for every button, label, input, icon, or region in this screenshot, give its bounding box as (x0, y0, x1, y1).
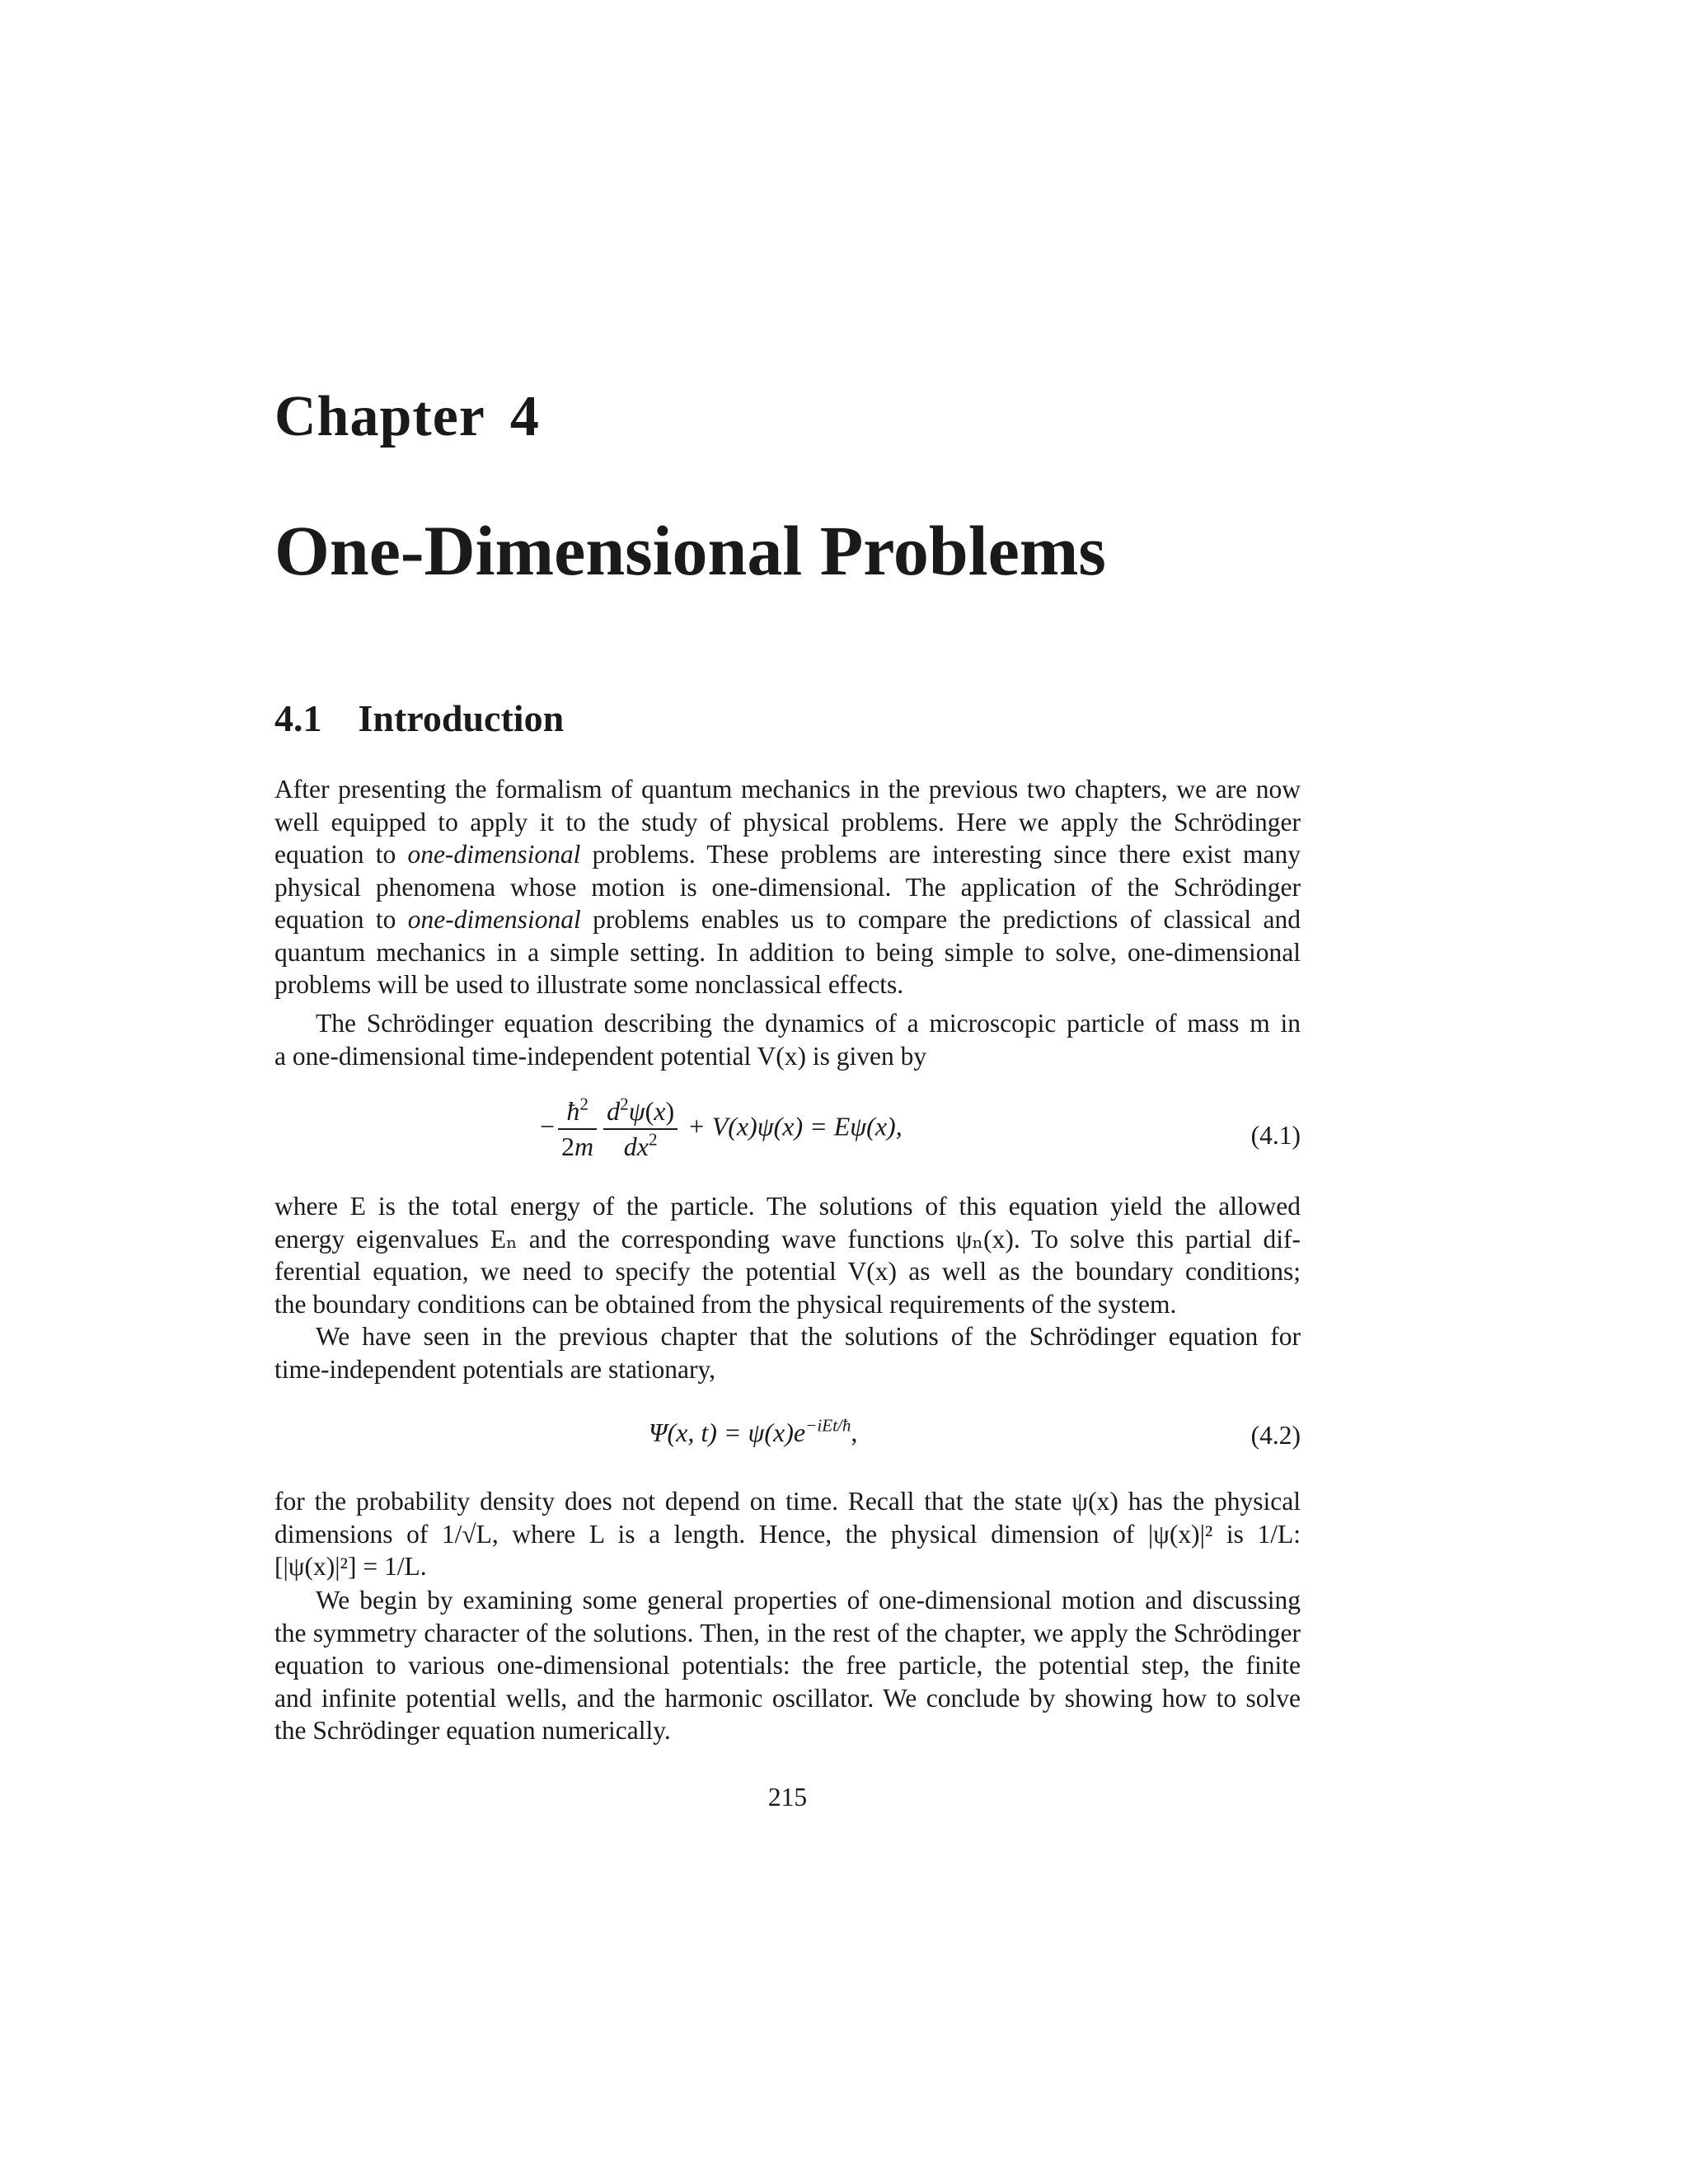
equation-body: − $\frac{ħ^2}{2m}$ $\frac{d^2\psi(x)}{dx^2}$ + V(x)ψ(x) = Eψ(x), (540, 1094, 903, 1161)
paragraph-schrodinger (274, 1007, 1301, 1072)
text-line: We begin by examining some general properties of one-dimensional motion and discussing (316, 1586, 1301, 1615)
paragraph-probability (274, 1485, 1301, 1583)
equation-rest: + V(x)ψ(x) = Eψ(x), (687, 1111, 903, 1141)
paragraph-overview (274, 1584, 1301, 1747)
text-line: for the probability density does not depend on time. Recall that the state ψ(x) has the physical (274, 1487, 1301, 1516)
text-line: dimensions of 1/√L, where L is a length. Hence, the physical dimension of |ψ(x)|² is 1/L: (274, 1519, 1301, 1549)
paragraph-energy (274, 1190, 1301, 1320)
equation-number: (4.1) (1250, 1121, 1301, 1150)
chapter-number: 4 (509, 385, 540, 448)
text-line: the symmetry character of the solutions. Then, in the rest of the chapter, we apply the Schrödinger (274, 1618, 1301, 1647)
text-line: equation to one-dimensional problems. These problems are interesting since there exist many (274, 840, 1301, 869)
equation-4-2 (274, 1415, 1301, 1459)
text-line: We have seen in the previous chapter that the solutions of the Schrödinger equation for (316, 1322, 1301, 1351)
text-line: equation to various one-dimensional potentials: the free particle, the potential step, the finite (274, 1651, 1301, 1680)
text-line: time-independent potentials are stationary, (274, 1354, 716, 1384)
text-line: a one-dimensional time-independent potential V(x) is given by (274, 1041, 927, 1071)
text-line: and infinite potential wells, and the harmonic oscillator. We conclude by showing how to solve (274, 1683, 1301, 1713)
equation-4-1 (274, 1096, 1301, 1179)
text-line: ferential equation, we need to specify the potential V(x) as well as the boundary conditions; (274, 1257, 1301, 1286)
text-line: the boundary conditions can be obtained from the physical requirements of the system. (274, 1289, 1177, 1319)
text-line: quantum mechanics in a simple setting. In addition to being simple to solve, one-dimensional (274, 937, 1301, 967)
text-line: problems will be used to illustrate some nonclassical effects. (274, 970, 904, 999)
text-line: well equipped to apply it to the study of physical problems. Here we apply the Schrödinger (274, 807, 1301, 837)
section-number: 4.1 (274, 697, 322, 739)
text-line: [|ψ(x)|²] = 1/L. (274, 1552, 427, 1581)
paragraph-stationary (274, 1320, 1301, 1385)
text-line: equation to one-dimensional problems enables us to compare the predictions of classical and (274, 905, 1301, 934)
text-line: After presenting the formalism of quantum mechanics in the previous two chapters, we are now (274, 775, 1301, 804)
text-line: the Schrödinger equation numerically. (274, 1716, 671, 1745)
section-heading (274, 696, 564, 740)
text-line: where E is the total energy of the particle. The solutions of this equation yield the allowed (274, 1192, 1301, 1221)
section-title: Introduction (358, 697, 565, 739)
chapter-word: Chapter (274, 385, 485, 448)
chapter-title: One-Dimensional Problems (274, 511, 1106, 590)
paragraph-intro (274, 773, 1301, 1001)
text-line: physical phenomena whose motion is one-dimensional. The application of the Schrödinger (274, 872, 1301, 902)
equation-body: Ψ(x, $t) = \psi(x)e^{-iEt/ħ}$, (649, 1415, 858, 1447)
page-number: 215 (767, 1783, 808, 1811)
text-line: energy eigenvalues Eₙ and the corresponding wave functions ψₙ(x). To solve this partial dif- (274, 1224, 1301, 1254)
text-line: The Schrödinger equation describing the dynamics of a microscopic particle of mass m in (316, 1009, 1301, 1038)
equation-number: (4.2) (1250, 1421, 1301, 1450)
chapter-label (274, 384, 540, 450)
